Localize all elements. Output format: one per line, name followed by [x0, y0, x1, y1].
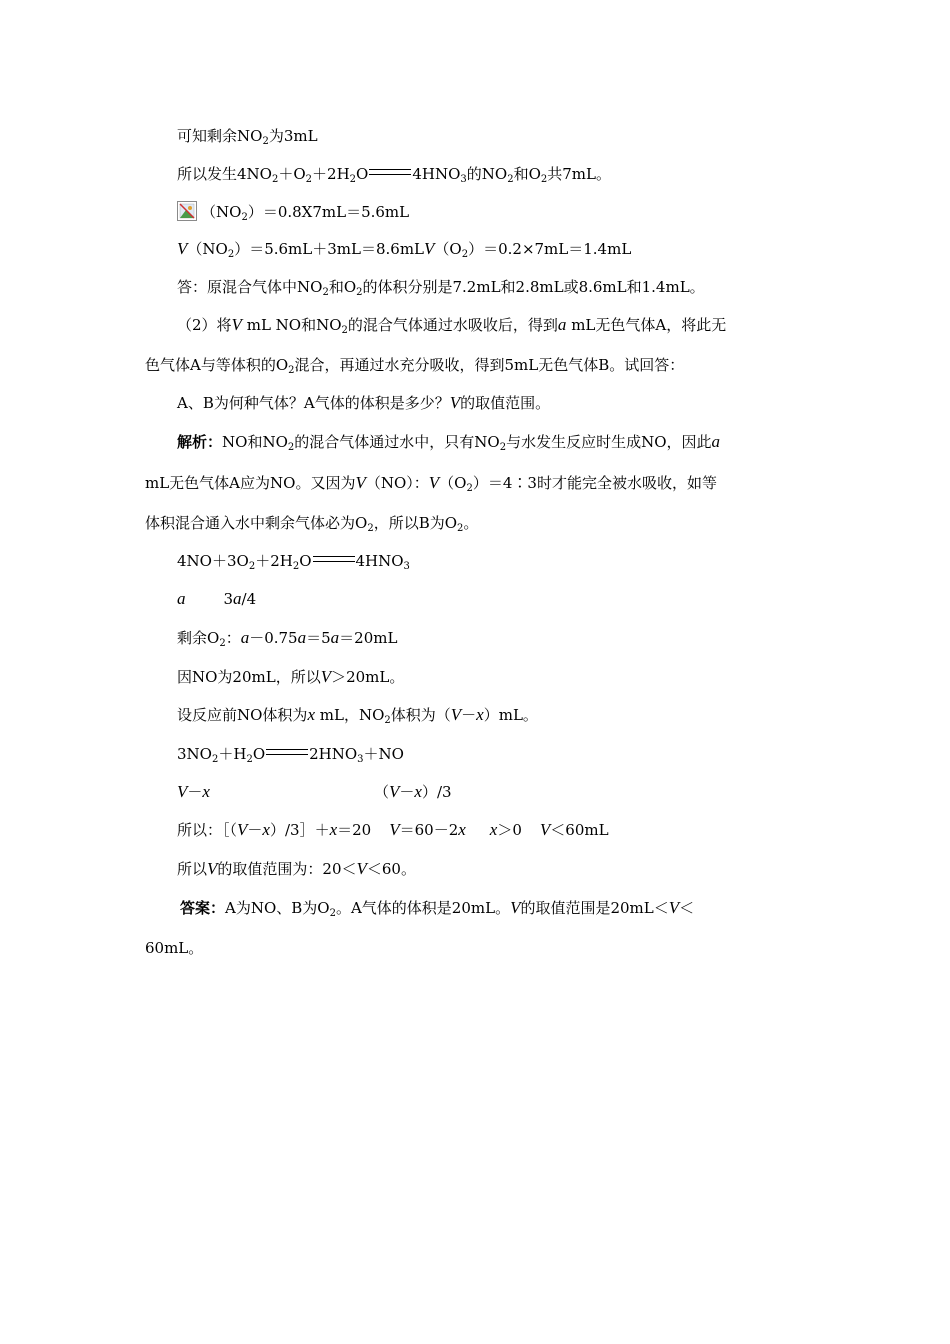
- text-line: 体积混合通入水中剩余气体必为$O_2$，所以B为$O_2$。: [145, 514, 479, 534]
- broken-image-icon: [177, 201, 197, 221]
- equation-line: $4NO+3O_2+2H_2O$ $4HNO_3$: [177, 552, 410, 572]
- text-line: a 3a/4: [177, 589, 257, 608]
- text-line: 解析：NO和$NO_2$的混合气体通过水中，只有$NO_2$与水发生反应时生成NO，因此a: [177, 432, 720, 453]
- text-line: 可知剩余$NO_2$为3mL: [177, 127, 318, 147]
- text-line: 因NO为20mL，所以V＞20mL。: [177, 667, 405, 686]
- text-line: （V－x）/3: [374, 782, 452, 801]
- text-line: 所以V的取值范围为：20＜V＜60。: [177, 859, 416, 878]
- equals-sign: [369, 169, 411, 175]
- text-line: A、B为何种气体？A气体的体积是多少？V的取值范围。: [177, 393, 551, 412]
- text-line: V－x: [177, 782, 210, 801]
- text-line: 剩余$O_2$：a－0.75a＝5a＝20mL: [177, 628, 398, 649]
- equation-line: 所以发生$4NO_2+O_2+2H_2O$ $4HNO_3$的$NO_2$和$O_2$共7mL。: [177, 165, 611, 185]
- text-line: 色气体A与等体积的$O_2$混合，再通过水充分吸收，得到5mL无色气体B。试回答：: [145, 356, 685, 376]
- text-line: 60mL。: [145, 939, 204, 957]
- equals-sign: [266, 749, 308, 755]
- text-line: 设反应前NO体积为x mL，$NO_2$体积为（V－x）mL。: [177, 705, 538, 726]
- text-line: 答：原混合气体中$NO_2$和$O_2$的体积分别是7.2mL和2.8mL或8.6mL和1.4mL。: [177, 278, 705, 298]
- equation-line: $3NO_2+H_2O$ $2HNO_3+NO$: [177, 745, 404, 765]
- equals-sign: [313, 556, 355, 562]
- answer-line: 答案：A为NO、B为$O_2$。A气体的体积是20mL。V的取值范围是20mL＜V＜: [180, 898, 695, 919]
- text-line: （2）将V mL NO和$NO_2$的混合气体通过水吸收后，得到a mL无色气体A，将此无: [177, 315, 727, 336]
- text-line: $V(NO_2)=5.6mL+3mL=8.6mLV(O_2)=0.2\times 7mL=1.4mL$: [177, 239, 632, 260]
- text-line: mL无色气体A应为NO。又因为V（NO）：$V(O_2)=4∶3$时才能完全被水吸收，如等: [145, 473, 717, 494]
- text-line: $(NO_2)=0.8X7mL=5.6mL$: [177, 201, 409, 222]
- text-line: 所以：［（V－x）/3］＋x＝20 V＝60－2x x＞0 V＜60mL: [177, 820, 609, 839]
